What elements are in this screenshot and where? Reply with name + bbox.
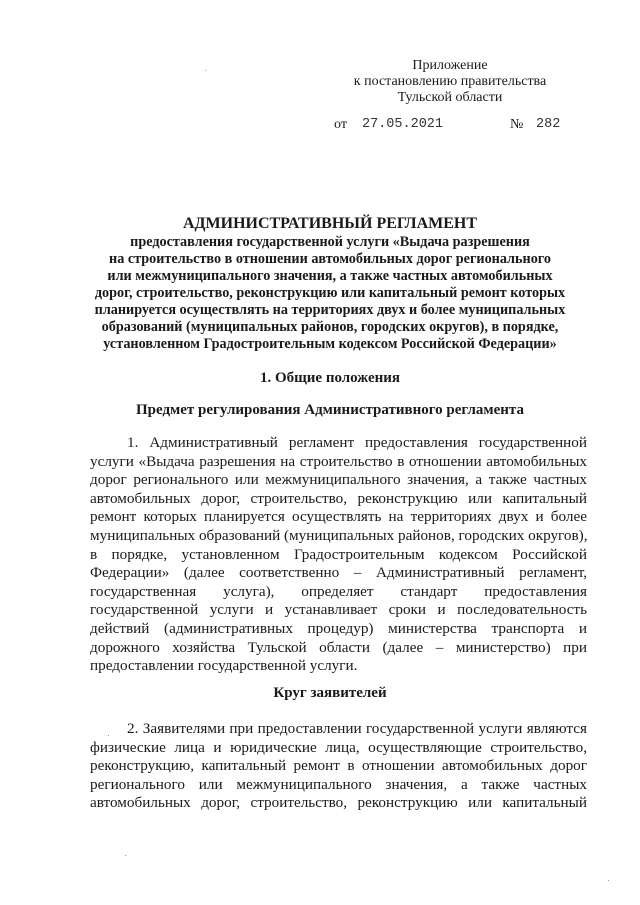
title-sub-line: планируется осуществлять на территориях двух и более муниципальных — [94, 302, 566, 318]
paragraph-line: ремонт которых планируется осуществлять на территориях двух и более — [90, 508, 587, 526]
decree-dateline — [334, 117, 594, 135]
scan-speck — [205, 70, 206, 71]
title-sub-line: установленном Градостроительным кодексом Российской Федерации» — [103, 336, 557, 352]
paragraph-line: государственная услуга), определяет стандарт предоставления — [90, 582, 587, 600]
paragraph-line: автомобильных дорог, строительство, реконструкцию или капитальный — [90, 489, 587, 507]
appendix-line-1: Приложение — [412, 58, 488, 73]
decree-date: 27.05.2021 — [362, 117, 444, 132]
section-subheading: Предмет регулирования Административного регламента — [136, 402, 524, 418]
from-label: от — [334, 117, 347, 132]
paragraph-line: 1. Административный регламент предоставления государственной — [127, 434, 587, 451]
appendix-line-2: к постановлению правительства — [353, 74, 547, 89]
title-sub-line: или межмуниципального значения, а также частных автомобильных — [107, 268, 553, 284]
paragraph-line: регионального или межмуниципального значения, а также частных — [90, 775, 587, 793]
paragraph-line: муниципальных образований (муниципальных районов, городских округов), — [90, 526, 588, 544]
paragraph-line: дорог регионального или межмуниципального значения, а также частных — [90, 471, 587, 489]
title-sub-line: предоставления государственной услуги «Выдача разрешения — [130, 234, 530, 250]
appendix-line-3: Тульской области — [397, 90, 503, 105]
title-sub-line: на строительство в отношении автомобильных дорог регионального — [109, 251, 551, 267]
scan-speck — [108, 735, 109, 736]
title-sub-line: дорог, строительство, реконструкцию или капитальный ремонт которых — [94, 285, 566, 301]
section-heading: 1. Общие положения — [259, 370, 401, 386]
decree-number: 282 — [536, 117, 561, 132]
paragraph-1 — [90, 434, 587, 676]
paragraph-line: автомобильных дорог, строительство, реконструкцию или капитальный — [90, 794, 587, 812]
paragraph-line: государственной услуги и устанавливает сроки и последовательность — [90, 601, 587, 619]
scan-speck — [608, 880, 609, 881]
document-title — [70, 214, 590, 353]
paragraph-2 — [90, 720, 587, 813]
title-subtitle — [70, 234, 590, 353]
paragraph-line: дорожного хозяйства Тульской области (далее – министерство) при — [90, 638, 587, 656]
paragraph-line: физические лица и юридические лица, осуществляющие строительство, — [90, 738, 587, 756]
paragraph-line: в порядке, установленном Градостроительным кодексом Российской — [90, 545, 587, 563]
scan-speck — [125, 855, 126, 856]
paragraph-line: услуги «Выдача разрешения на строительство в отношении автомобильных — [90, 452, 587, 470]
paragraph-line: действий (административных процедур) министерства транспорта и — [90, 619, 587, 637]
number-label: № — [510, 117, 524, 132]
paragraph-line: реконструкцию, капитальный ремонт в отношении автомобильных дорог — [90, 757, 587, 775]
appendix-header — [340, 58, 560, 106]
paragraph-line: Федерации» (далее соответственно – Административный регламент, — [90, 564, 587, 582]
title-main: АДМИНИСТРАТИВНЫЙ РЕГЛАМЕНТ — [182, 215, 478, 232]
paragraph-line: предоставлении государственной услуги. — [90, 657, 358, 675]
applicants-heading: Круг заявителей — [273, 685, 387, 701]
paragraph-line: 2. Заявителями при предоставлении государственной услуги являются — [127, 720, 587, 737]
title-sub-line: образований (муниципальных районов, городских округов), в порядке, — [101, 319, 559, 335]
